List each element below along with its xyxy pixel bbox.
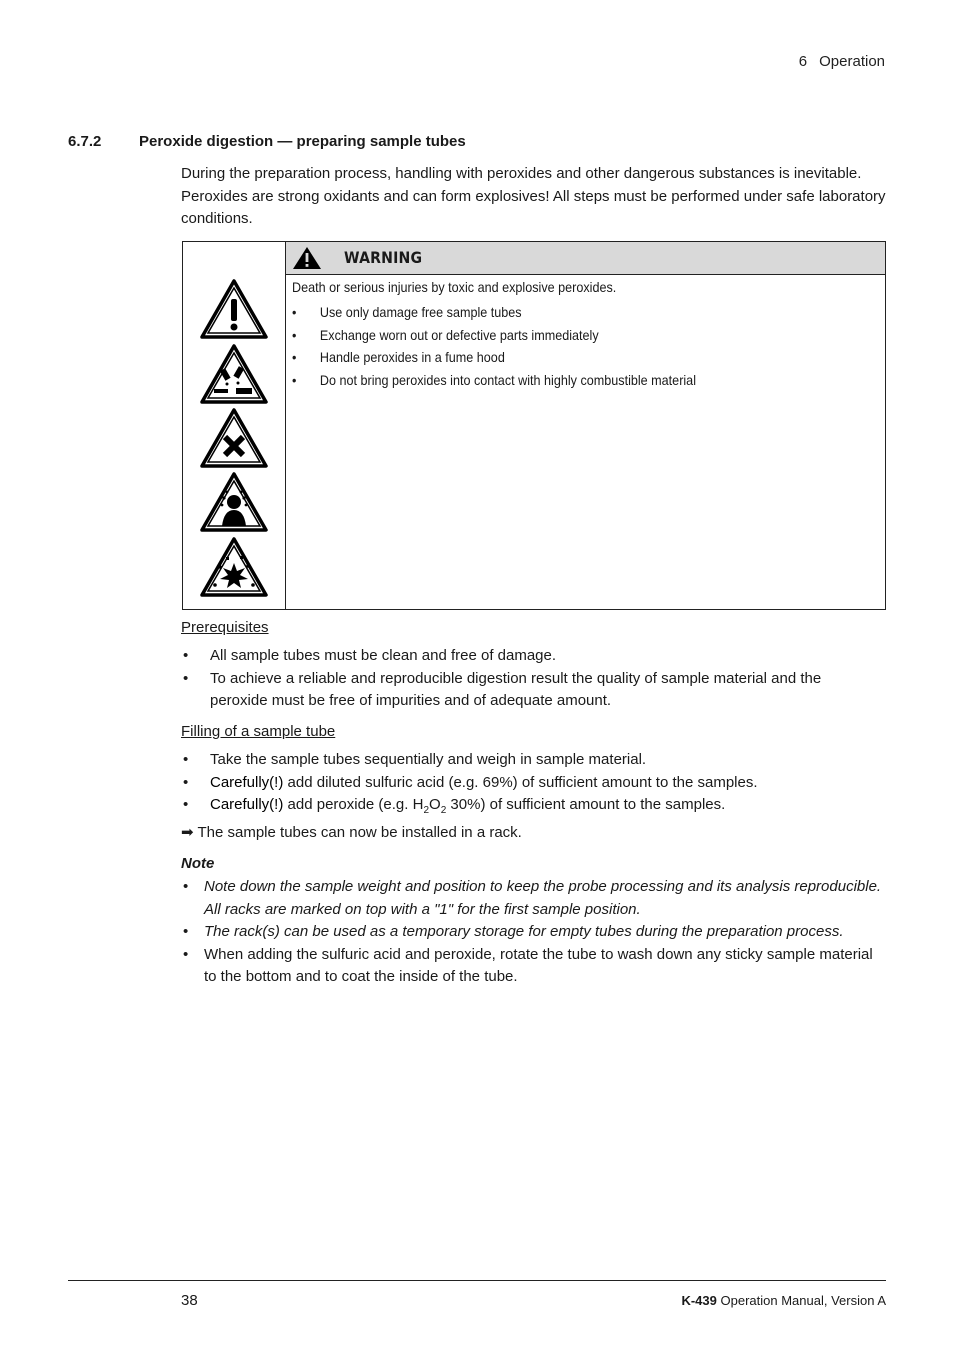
warning-box	[182, 241, 886, 610]
subscript: 2	[440, 805, 447, 816]
list-item: • All sample tubes must be clean and free of damage.	[181, 645, 881, 668]
result-text: The sample tubes can now be installed in a rack.	[197, 824, 522, 841]
list-item: • Take the sample tubes sequentially and weigh in sample material.	[181, 749, 881, 772]
footer-divider	[68, 1280, 886, 1281]
warning-item: • Do not bring peroxides into contact with highly combustible material	[292, 369, 819, 392]
chapter-title: Operation	[819, 53, 885, 70]
hazard-icon-column	[183, 242, 286, 609]
oxidizing-icon	[200, 472, 268, 532]
intro-paragraph: During the preparation process, handling with peroxides and other dangerous substances is inevitable. Peroxides are strong oxidants and can form explosives! All steps must be performed under safe laboratory conditions.	[181, 165, 886, 227]
warning-header	[286, 242, 885, 275]
emphasis: Carefully(!)	[210, 796, 284, 813]
warning-item: • Use only damage free sample tubes	[292, 301, 819, 324]
running-header	[799, 53, 885, 70]
note-item: • The rack(s) can be used as a temporary storage for empty tubes during the preparation process.	[181, 921, 886, 944]
footer-document-info	[681, 1293, 886, 1308]
section-heading	[68, 133, 466, 150]
prerequisites-heading: Prerequisites	[181, 619, 269, 636]
list-item	[181, 772, 881, 795]
step-text: add peroxide (e.g. H	[283, 796, 424, 813]
step-text: 30%) of sufficient amount to the samples.	[446, 796, 726, 813]
note-title: Note	[181, 855, 215, 872]
filling-heading: Filling of a sample tube	[181, 723, 336, 740]
step-text: add diluted sulfuric acid (e.g. 69%) of sufficient amount to the samples.	[283, 773, 758, 791]
corrosive-icon	[200, 344, 268, 404]
note-list	[181, 876, 886, 989]
page-number: 38	[181, 1292, 198, 1309]
warning-item: • Handle peroxides in a fume hood	[292, 346, 819, 369]
manual-version: Operation Manual, Version A	[720, 1293, 886, 1308]
list-item: • To achieve a reliable and reproducible digestion result the quality of sample material and the peroxide must be free of impurities and of adequate amount.	[181, 668, 881, 713]
explosive-icon	[200, 537, 268, 597]
emphasis: Carefully(!)	[210, 773, 284, 791]
section-number: 6.7.2	[68, 133, 102, 150]
warning-lead: Death or serious injuries by toxic and explosive peroxides.	[292, 279, 617, 295]
result-line	[181, 823, 522, 841]
section-title: Peroxide digestion — preparing sample tubes	[139, 133, 466, 150]
arrow-right-icon: ➡	[181, 824, 194, 841]
warning-triangle-icon	[292, 246, 322, 270]
chapter-number: 6	[798, 53, 808, 70]
warning-item: • Exchange worn out or defective parts immediately	[292, 324, 819, 347]
step-text: O	[429, 796, 441, 813]
prerequisites-list	[181, 645, 881, 713]
subscript: 2	[423, 805, 430, 816]
list-item	[181, 794, 881, 817]
note-item: • Note down the sample weight and position to keep the probe processing and its analysis reproducible. All racks are marked on top with a "1" for the first sample position.	[181, 876, 886, 921]
warning-list	[292, 301, 819, 392]
note-item: • When adding the sulfuric acid and peroxide, rotate the tube to wash down any sticky sample material to the bottom and to coat the inside of the tube.	[181, 944, 886, 989]
warning-signal-word: WARNING	[344, 248, 423, 267]
harmful-irritant-icon	[200, 408, 268, 468]
filling-steps	[181, 749, 881, 817]
model-name: K-439	[681, 1293, 717, 1308]
general-warning-icon	[200, 279, 268, 339]
warning-body	[292, 279, 819, 392]
